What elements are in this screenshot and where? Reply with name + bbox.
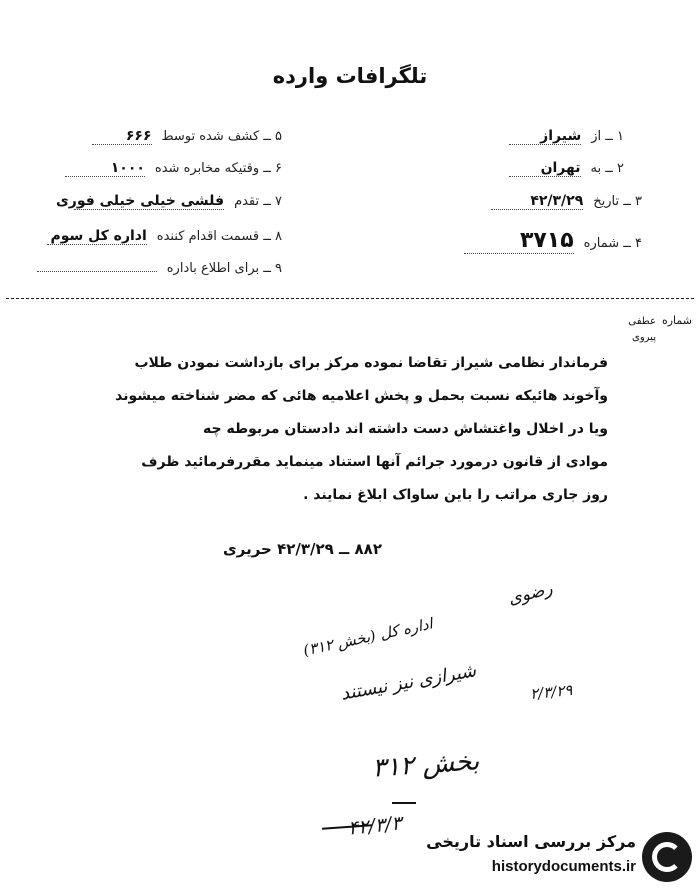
field-sent-time — [65, 160, 282, 177]
field-to-value: تهران — [540, 160, 581, 176]
field-decoded-by-value: ۶۶۶ — [125, 128, 152, 144]
field-info-to-label: ۹ ــ برای اطلاع باداره — [166, 261, 282, 276]
field-sent-time-value: ۱۰۰۰ — [110, 160, 145, 176]
body-line: فرماندار نظامی شیراز تقاضا نموده مرکز برای بازداشت نمودن طلاب — [134, 355, 608, 371]
body-line: موادی از قانون درمورد جرائم آنها استناد مینماید مقررفرمائید ظرف — [141, 454, 608, 470]
field-from-value: شیراز — [540, 128, 582, 144]
field-action-dept-value: اداره کل سوم — [50, 228, 147, 244]
telegram-reference: ۸۸۲ ــ ۴۲/۳/۲۹ حریری — [223, 540, 382, 558]
receiving-number — [628, 314, 692, 346]
field-sent-time-label: ۶ ــ وقتیکه مخابره شده — [154, 161, 282, 176]
handwritten-note-4: بخش ۳۱۲ — [371, 746, 481, 784]
field-action-dept — [47, 228, 282, 245]
field-date-value: ۴۲/۳/۲۹ — [530, 193, 584, 209]
body-line: ویا در اخلال واغتشاش دست داشته اند دادستان مربوطه چه — [203, 421, 608, 437]
telegram-body — [98, 347, 608, 512]
field-number-label: ۴ ــ شماره — [583, 236, 642, 251]
handwritten-note-1: رضوی — [506, 578, 555, 610]
field-to-label: ۲ ــ به — [590, 161, 624, 176]
handwritten-note-3-date: ۲/۳/۲۹ — [529, 680, 574, 704]
separator-line — [6, 298, 694, 299]
field-action-dept-label: ۸ ــ قسمت اقدام کننده — [156, 229, 282, 244]
watermark-title: مرکز بررسی اسناد تاریخی — [426, 832, 636, 851]
field-decoded-by-label: ۵ ــ کشف شده توسط — [161, 129, 282, 144]
book-circle-icon — [642, 832, 692, 882]
field-priority — [55, 193, 282, 210]
handwritten-note-5: ۴۲/۳/۳ — [346, 812, 403, 840]
receiving-note-follow: پیروی — [632, 332, 656, 343]
receiving-note-reference: عطفی — [628, 316, 656, 327]
field-from-label: ۱ ــ از — [591, 129, 624, 144]
archive-watermark — [424, 828, 696, 886]
field-number-value: ۳۷۱۵ — [519, 228, 574, 253]
field-priority-label: ۷ ــ تقدم — [234, 194, 282, 209]
receiving-number-label: شماره — [661, 314, 692, 327]
field-date — [491, 193, 642, 210]
body-line: وآخوند هائیکه نسبت بحمل و پخش اعلامیه هائی که مضر شناخته میشوند — [115, 388, 608, 404]
field-date-label: ۳ ــ تاریخ — [593, 194, 642, 209]
field-to — [509, 160, 624, 177]
watermark-url: historydocuments.ir — [491, 858, 636, 875]
handwritten-note-2: اداره کل (بخش ۳۱۲) — [301, 614, 435, 660]
field-info-to — [37, 261, 282, 276]
body-line: روز جاری مراتب را باین ساواک ابلاغ نمایند . — [303, 487, 608, 503]
field-priority-value: فلشی خیلی خیلی فوری — [55, 193, 225, 209]
field-number — [464, 228, 642, 254]
field-decoded-by — [92, 128, 282, 145]
handwritten-note-3: شیرازی نیز نیستند — [339, 660, 478, 705]
handwritten-stroke — [392, 802, 416, 804]
document-title: تلگرافات وارده — [272, 64, 428, 88]
field-from — [509, 128, 624, 145]
